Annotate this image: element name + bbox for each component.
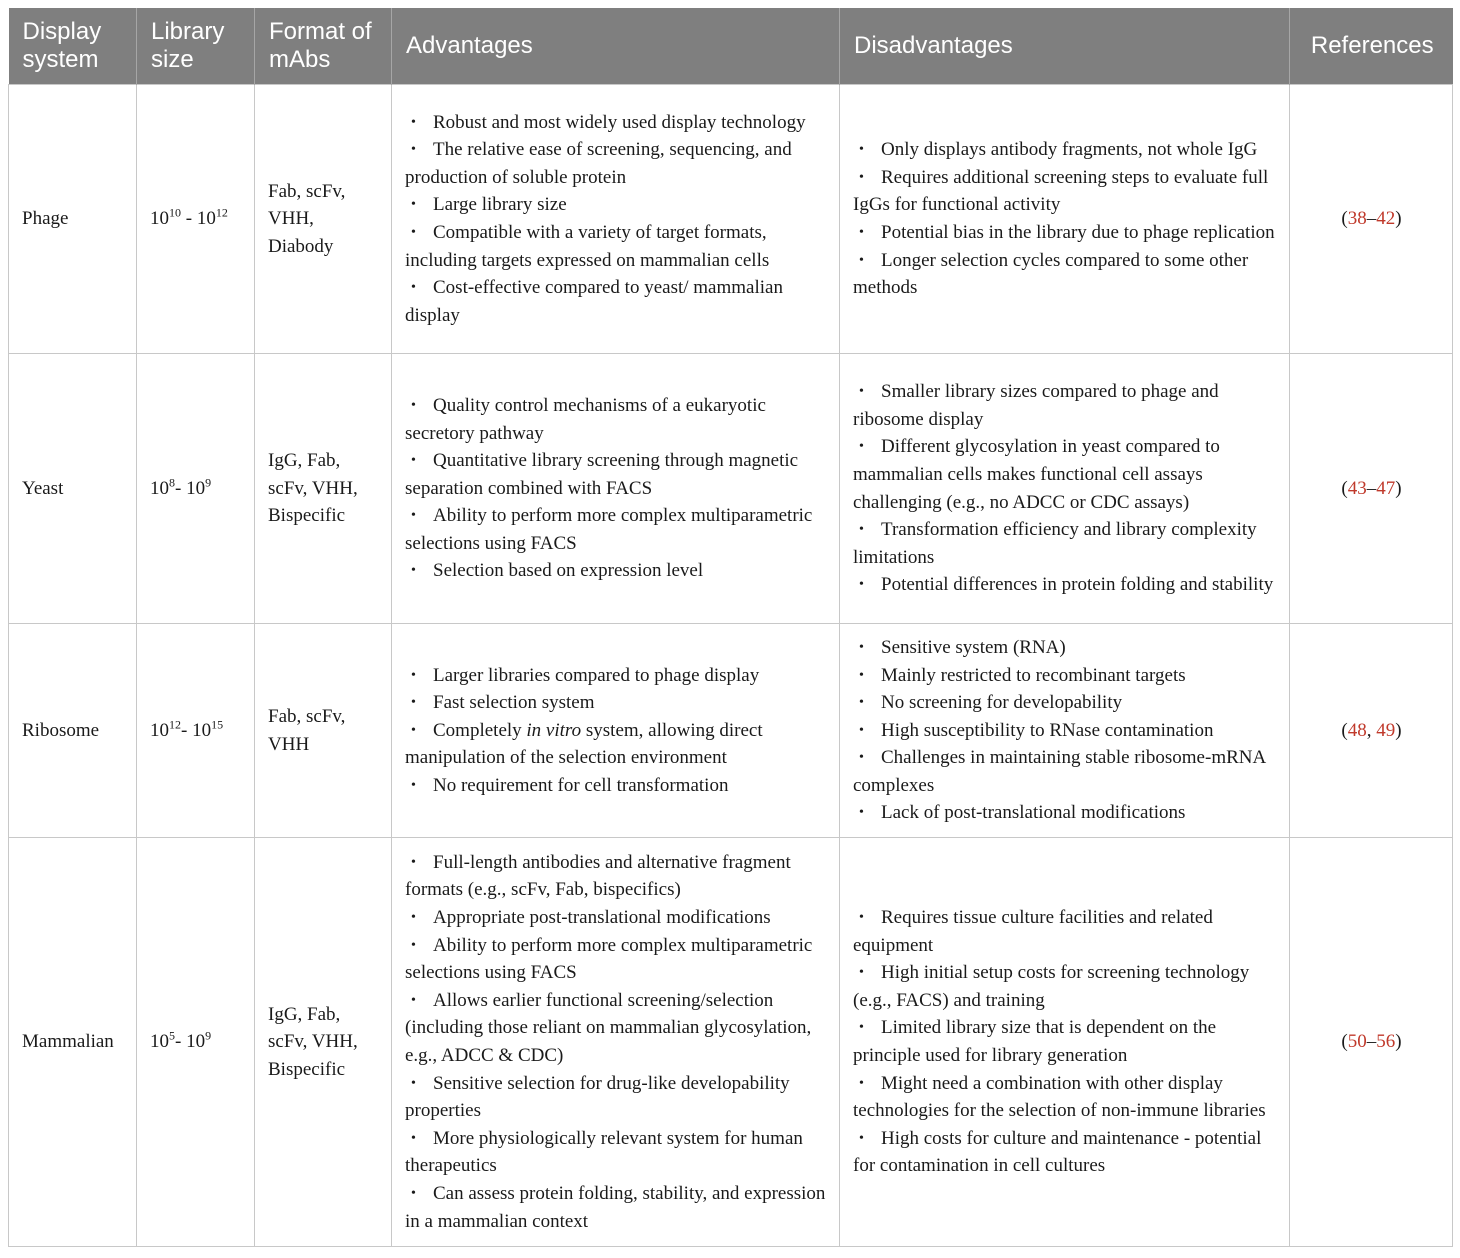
table-row bbox=[9, 354, 1453, 624]
list-item: • Quantitative library screening through magnetic separation combined with FACS bbox=[405, 447, 827, 502]
advantages-list bbox=[405, 662, 827, 800]
disadvantages-cell bbox=[840, 838, 1290, 1247]
list-item: • Completely in vitro system, allowing direct manipulation of the selection environment bbox=[405, 717, 827, 772]
references-cell: (48, 49) bbox=[1290, 624, 1453, 838]
reference-link[interactable]: 42 bbox=[1376, 208, 1396, 230]
table-row bbox=[9, 838, 1453, 1247]
list-item: • Transformation efficiency and library complexity limitations bbox=[853, 516, 1277, 571]
advantages-cell bbox=[392, 624, 840, 838]
list-item: • Selection based on expression level bbox=[405, 557, 827, 585]
header-references: References bbox=[1290, 8, 1453, 85]
advantages-list bbox=[405, 849, 827, 1235]
list-item: • Potential bias in the library due to phage replication bbox=[853, 219, 1277, 247]
list-item: • Robust and most widely used display technology bbox=[405, 109, 827, 137]
header-disadvantages: Disadvantages bbox=[840, 8, 1290, 85]
list-item: • The relative ease of screening, sequencing, and production of soluble protein bbox=[405, 136, 827, 191]
list-item: • Requires tissue culture facilities and related equipment bbox=[853, 904, 1277, 959]
list-item: • Sensitive system (RNA) bbox=[853, 634, 1277, 662]
format-cell: IgG, Fab, scFv, VHH, Bispecific bbox=[255, 838, 392, 1247]
header-library-size: Library size bbox=[137, 8, 255, 85]
header-format: Format of mAbs bbox=[255, 8, 392, 85]
advantages-list bbox=[405, 392, 827, 585]
list-item: • Mainly restricted to recombinant targets bbox=[853, 662, 1277, 690]
list-item: • Different glycosylation in yeast compared to mammalian cells makes functional cell assays challenging (e.g., no ADCC or CDC assays) bbox=[853, 433, 1277, 516]
library-size-cell: $10^5-$ $10^9$ bbox=[137, 838, 255, 1247]
list-item: • Might need a combination with other display technologies for the selection of non-immune libraries bbox=[853, 1070, 1277, 1125]
display-system-cell: Phage bbox=[9, 85, 137, 354]
reference-link[interactable]: 49 bbox=[1376, 719, 1396, 741]
list-item: • Requires additional screening steps to evaluate full IgGs for functional activity bbox=[853, 164, 1277, 219]
list-item: • Challenges in maintaining stable ribosome-mRNA complexes bbox=[853, 744, 1277, 799]
list-item: • High susceptibility to RNase contamination bbox=[853, 717, 1277, 745]
list-item: • Longer selection cycles compared to some other methods bbox=[853, 247, 1277, 302]
list-item: • Lack of post-translational modifications bbox=[853, 799, 1277, 827]
header-advantages: Advantages bbox=[392, 8, 840, 85]
references-cell: (38–42) bbox=[1290, 85, 1453, 354]
disadvantages-cell bbox=[840, 85, 1290, 354]
list-item: • Appropriate post-translational modifications bbox=[405, 904, 827, 932]
header-row bbox=[9, 8, 1453, 85]
disadvantages-list bbox=[853, 634, 1277, 827]
list-item: • Full-length antibodies and alternative fragment formats (e.g., scFv, Fab, bispecifics) bbox=[405, 849, 827, 904]
disadvantages-list bbox=[853, 136, 1277, 302]
advantages-list bbox=[405, 109, 827, 330]
library-size-cell: $10^8-$ $10^9$ bbox=[137, 354, 255, 624]
table-row bbox=[9, 624, 1453, 838]
list-item: • Ability to perform more complex multiparametric selections using FACS bbox=[405, 932, 827, 987]
disadvantages-list bbox=[853, 378, 1277, 599]
table-row bbox=[9, 85, 1453, 354]
list-item: • Quality control mechanisms of a eukaryotic secretory pathway bbox=[405, 392, 827, 447]
list-item: • Ability to perform more complex multiparametric selections using FACS bbox=[405, 502, 827, 557]
disadvantages-cell bbox=[840, 354, 1290, 624]
table-body bbox=[9, 85, 1453, 1247]
list-item: • Larger libraries compared to phage display bbox=[405, 662, 827, 690]
format-cell: IgG, Fab, scFv, VHH, Bispecific bbox=[255, 354, 392, 624]
disadvantages-list bbox=[853, 904, 1277, 1180]
advantages-cell bbox=[392, 838, 840, 1247]
reference-link[interactable]: 38 bbox=[1347, 208, 1367, 230]
list-item: • Can assess protein folding, stability, and expression in a mammalian context bbox=[405, 1180, 827, 1235]
reference-link[interactable]: 43 bbox=[1347, 477, 1367, 499]
advantages-cell bbox=[392, 85, 840, 354]
header-display-system: Display system bbox=[9, 8, 137, 85]
list-item: • High costs for culture and maintenance - potential for contamination in cell cultures bbox=[853, 1125, 1277, 1180]
references-cell: (50–56) bbox=[1290, 838, 1453, 1247]
list-item: • No requirement for cell transformation bbox=[405, 772, 827, 800]
list-item: • Cost-effective compared to yeast/ mammalian display bbox=[405, 274, 827, 329]
reference-link[interactable]: 48 bbox=[1347, 719, 1367, 741]
display-system-cell: Mammalian bbox=[9, 838, 137, 1247]
list-item: • Fast selection system bbox=[405, 689, 827, 717]
list-item: • Limited library size that is dependent on the principle used for library generation bbox=[853, 1014, 1277, 1069]
list-item: • Smaller library sizes compared to phage and ribosome display bbox=[853, 378, 1277, 433]
advantages-cell bbox=[392, 354, 840, 624]
list-item: • More physiologically relevant system for human therapeutics bbox=[405, 1125, 827, 1180]
list-item: • High initial setup costs for screening technology (e.g., FACS) and training bbox=[853, 959, 1277, 1014]
list-item: • Potential differences in protein folding and stability bbox=[853, 571, 1277, 599]
disadvantages-cell bbox=[840, 624, 1290, 838]
library-size-cell: $10^{12}-$ $10^{15}$ bbox=[137, 624, 255, 838]
list-item: • Allows earlier functional screening/selection (including those reliant on mammalian glycosylation, e.g., ADCC & CDC) bbox=[405, 987, 827, 1070]
format-cell: Fab, scFv, VHH, Diabody bbox=[255, 85, 392, 354]
references-cell: (43–47) bbox=[1290, 354, 1453, 624]
format-cell: Fab, scFv, VHH bbox=[255, 624, 392, 838]
list-item: • Compatible with a variety of target formats, including targets expressed on mammalian cells bbox=[405, 219, 827, 274]
reference-link[interactable]: 50 bbox=[1347, 1031, 1367, 1053]
list-item: • Sensitive selection for drug-like developability properties bbox=[405, 1070, 827, 1125]
table-header bbox=[9, 8, 1453, 85]
display-systems-table bbox=[8, 8, 1453, 1247]
library-size-cell: $10^{10} - 10^{12}$ bbox=[137, 85, 255, 354]
display-system-cell: Yeast bbox=[9, 354, 137, 624]
list-item: • Large library size bbox=[405, 191, 827, 219]
reference-link[interactable]: 56 bbox=[1376, 1031, 1396, 1053]
reference-link[interactable]: 47 bbox=[1376, 477, 1396, 499]
list-item: • No screening for developability bbox=[853, 689, 1277, 717]
display-system-cell: Ribosome bbox=[9, 624, 137, 838]
list-item: • Only displays antibody fragments, not whole IgG bbox=[853, 136, 1277, 164]
